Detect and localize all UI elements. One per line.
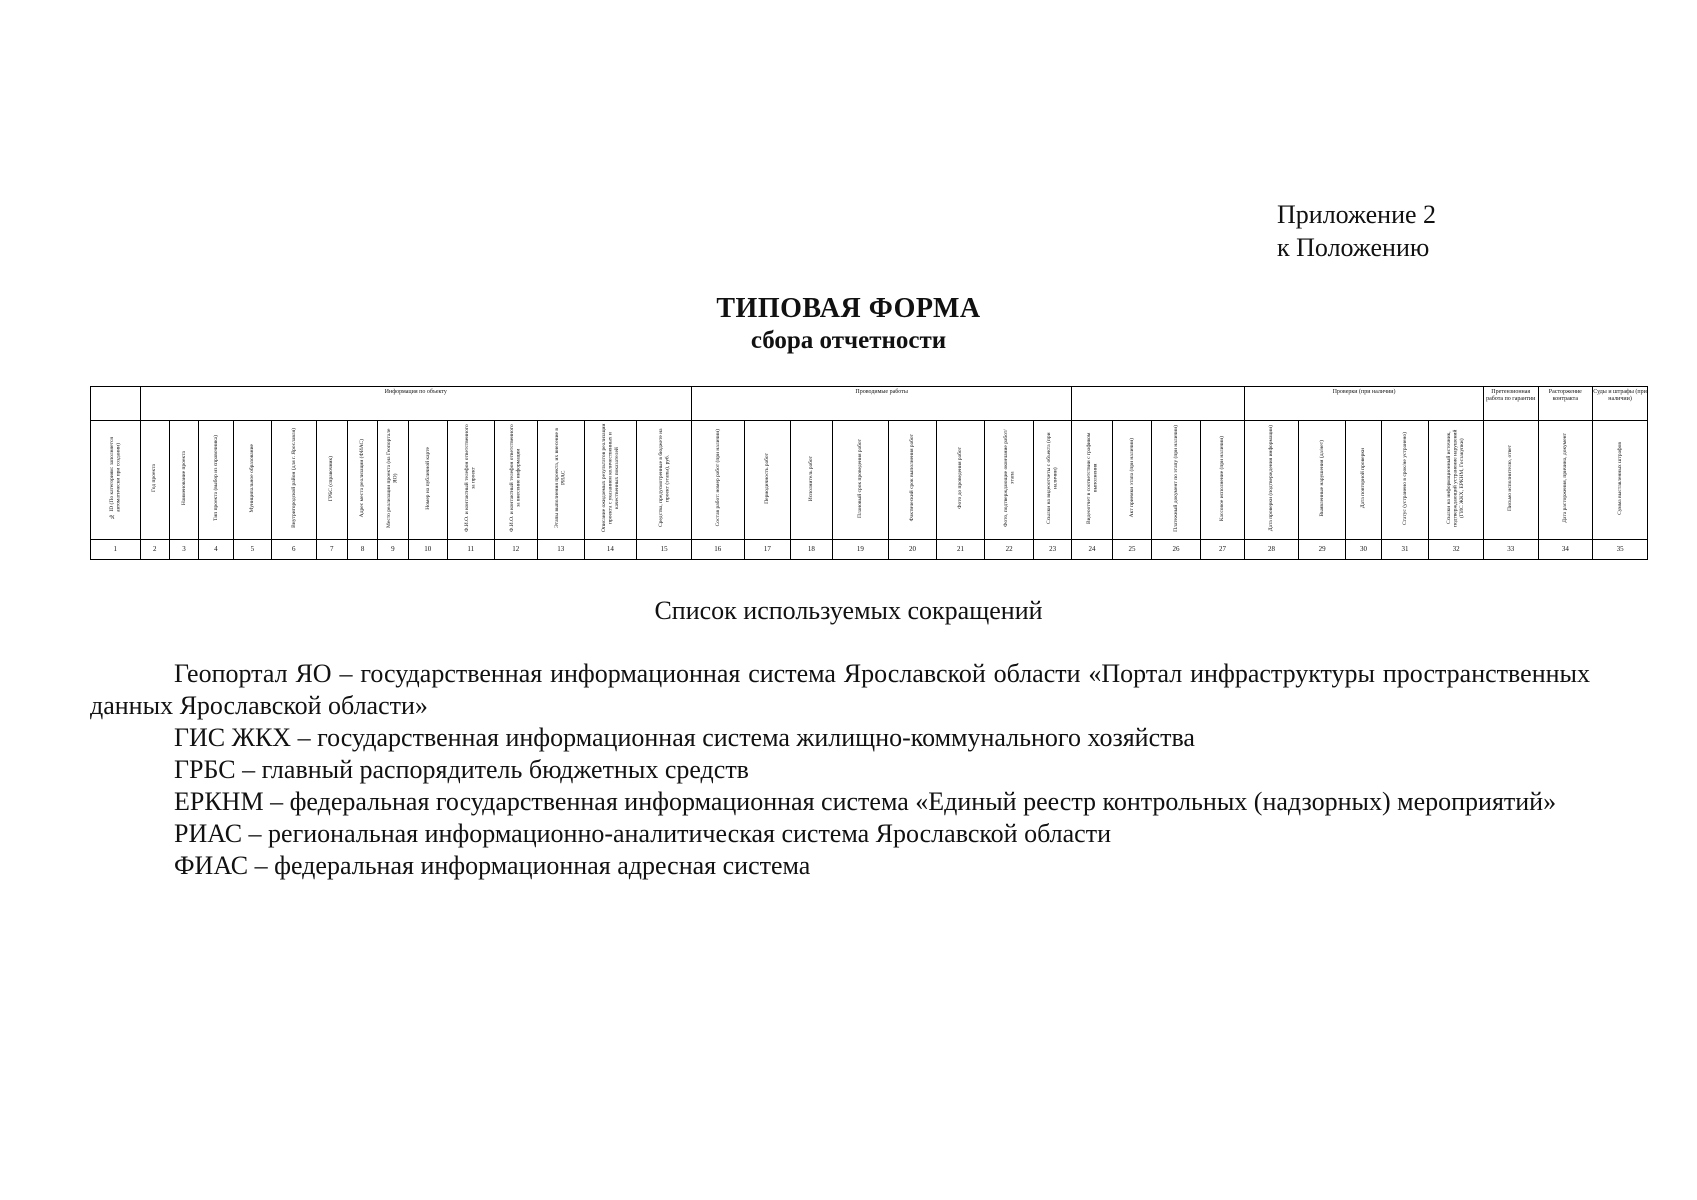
table-column-header xyxy=(691,420,744,539)
appendix-line-1: Приложение 2 xyxy=(1277,200,1437,229)
table-column-header xyxy=(316,420,347,539)
table-column-header xyxy=(889,420,937,539)
table-column-number: 4 xyxy=(199,539,233,560)
column-header-text: Внутригородской район (для г. Ярославля) xyxy=(290,428,297,529)
column-header-text: Сумма выставленных штрафов xyxy=(1616,441,1623,515)
table-column-number: 1 xyxy=(91,539,141,560)
table-column-number: 20 xyxy=(889,539,937,560)
table-column-number: 21 xyxy=(936,539,985,560)
table-column-number: 33 xyxy=(1483,539,1538,560)
column-header-text: Дата проверки (подтверждения информации) xyxy=(1268,425,1275,532)
table-column-number: 24 xyxy=(1072,539,1112,560)
column-header-text: Тип проекта (выбор из справочника) xyxy=(212,435,219,522)
column-header-text: Платежный документ по этапу (при наличии) xyxy=(1172,424,1179,532)
table-column-header xyxy=(347,420,377,539)
table-column-header xyxy=(1429,420,1484,539)
table-column-number: 35 xyxy=(1593,539,1648,560)
table-column-header xyxy=(538,420,585,539)
table-column-number: 22 xyxy=(985,539,1034,560)
column-header-text: Ссылки на видеоотчеты с объекта (при наличии) xyxy=(1046,432,1059,524)
table-column-header xyxy=(448,420,495,539)
table-group-header xyxy=(91,387,141,421)
table-column-number: 26 xyxy=(1152,539,1201,560)
column-header-text: Ф.И.О. и контактный телефон ответственного за проект xyxy=(464,424,477,532)
abbreviation-item: Геопортал ЯО – государственная информационная система Ярославской области «Портал инфраструктуры пространственных данных Ярославской области» xyxy=(90,659,1590,720)
table-column-number: 25 xyxy=(1112,539,1151,560)
appendix-line-2: к Положению xyxy=(1277,233,1430,262)
table-column-header xyxy=(494,420,537,539)
table-column-header xyxy=(985,420,1034,539)
table-column-number: 30 xyxy=(1346,539,1381,560)
abbreviation-item: ЕРКНМ – федеральная государственная информационная система «Единый реестр контрольных (надзорных) мероприятий» xyxy=(174,787,1557,816)
table-column-header xyxy=(169,420,198,539)
abbreviations-title: Список используемых сокращений xyxy=(654,596,1043,625)
table-column-number: 13 xyxy=(538,539,585,560)
column-header-text: Номер на публичной карте xyxy=(424,446,431,510)
abbreviation-item: ГРБС – главный распорядитель бюджетных средств xyxy=(174,755,749,784)
column-header-text: Акт приемки этапа (при наличии) xyxy=(1128,438,1135,518)
abbreviation-item: РИАС – региональная информационно-аналитическая система Ярославской области xyxy=(174,819,1112,848)
column-header-text: Адрес места реализации (ФИАС) xyxy=(359,438,366,518)
table-column-header xyxy=(91,420,141,539)
column-header-text: Ф.И.О. и контактный телефон ответственного за внесение информации xyxy=(509,424,522,532)
table-column-header xyxy=(1200,420,1245,539)
report-form-table xyxy=(90,386,1648,560)
table-column-number: 23 xyxy=(1033,539,1071,560)
table-column-number: 7 xyxy=(316,539,347,560)
table-column-header xyxy=(1152,420,1201,539)
table-column-number: 16 xyxy=(691,539,744,560)
table-group-header: Проводимые работы xyxy=(691,387,1071,421)
table-column-header xyxy=(408,420,447,539)
abbreviation-item: ГИС ЖКХ – государственная информационная система жилищно-коммунального хозяйства xyxy=(174,723,1195,752)
table-group-header: Информация по объекту xyxy=(140,387,691,421)
table-column-header xyxy=(832,420,889,539)
table-column-header xyxy=(1593,420,1648,539)
table-column-header xyxy=(1298,420,1346,539)
column-header-text: Кассовое исполнение (при наличии) xyxy=(1219,435,1226,521)
column-header-text: Ссылки на информационный источник, подтверждающий устранение нарушений (ГИС ЖКХ, ЕРКНМ, Госзакупки) xyxy=(1446,429,1466,527)
table-group-header xyxy=(1072,387,1245,421)
table-column-number: 11 xyxy=(448,539,495,560)
table-column-header xyxy=(140,420,169,539)
column-header-text: Этапы выполнения проекта, их внесение в РИАС xyxy=(554,428,567,529)
column-header-text: Фактический срок выполнения работ xyxy=(909,434,916,522)
table-column-header xyxy=(791,420,832,539)
table-column-header xyxy=(1346,420,1381,539)
column-header-text: Статус (устранено в срок/не устранено) xyxy=(1401,431,1408,525)
title-line-2: сбора отчетности xyxy=(750,327,947,354)
table-group-header: Претензионная работа по гарантии xyxy=(1483,387,1538,421)
column-header-text: Фото, подтверждающие окончание работ/этапа xyxy=(1002,429,1016,528)
table-column-number: 15 xyxy=(637,539,692,560)
table-group-header: Проверки (при наличии) xyxy=(1245,387,1484,421)
column-header-text: Дата расторжения, причина, документ xyxy=(1562,433,1569,523)
table-column-header xyxy=(744,420,791,539)
column-header-text: ГРБС (справочник) xyxy=(328,455,335,501)
table-column-number: 27 xyxy=(1200,539,1245,560)
column-header-text: Муниципальное образование xyxy=(249,443,256,513)
table-column-number: 6 xyxy=(272,539,317,560)
column-header-text: Место реализации проекта (на Геопортале ЯО) xyxy=(386,428,399,528)
table-column-header-row xyxy=(91,420,1648,539)
table-column-header xyxy=(1033,420,1071,539)
table-column-number: 28 xyxy=(1245,539,1299,560)
column-header-text: № ID (По категориям: заполняется автоматически при создании) xyxy=(108,437,122,520)
table-column-header xyxy=(1483,420,1538,539)
table-column-number: 9 xyxy=(378,539,408,560)
table-column-number: 5 xyxy=(233,539,271,560)
table-column-header xyxy=(1112,420,1151,539)
column-header-text: Дата повторной проверки xyxy=(1360,448,1367,509)
abbreviation-item: ФИАС – федеральная информационная адресная система xyxy=(174,851,811,880)
column-header-text: Периодичность работ xyxy=(764,452,771,504)
column-header-text: Описание ожидаемых результатов реализации проекта с указанием количественных и качественных показателей xyxy=(600,423,620,533)
table-column-number: 3 xyxy=(169,539,198,560)
column-header-text: Письмо исполнителю, ответ xyxy=(1507,445,1514,512)
column-header-text: Видеоотчет в соответствии с графиком выполнения xyxy=(1085,432,1098,524)
table-number-row xyxy=(91,539,1648,560)
table-column-header xyxy=(1245,420,1299,539)
column-header-text: Плановый срок проведения работ xyxy=(857,438,864,518)
column-header-text: Выявленные нарушения (да/нет) xyxy=(1318,439,1325,517)
appendix-label xyxy=(1277,198,1436,264)
column-header-text: Исполнитель работ xyxy=(808,455,815,501)
table-column-header xyxy=(584,420,637,539)
table-column-number: 2 xyxy=(140,539,169,560)
table-column-number: 18 xyxy=(791,539,832,560)
table-column-number: 32 xyxy=(1429,539,1484,560)
table-column-header xyxy=(637,420,692,539)
column-header-text: Год проекта xyxy=(151,464,158,493)
table-column-header xyxy=(1072,420,1112,539)
page-title xyxy=(0,292,1697,356)
column-header-text: Средства, предусмотренные в бюджете на проект (этапы), руб. xyxy=(657,428,671,528)
table-column-number: 14 xyxy=(584,539,637,560)
table-column-header xyxy=(199,420,233,539)
table-column-number: 29 xyxy=(1298,539,1346,560)
table-column-header xyxy=(1381,420,1429,539)
table-column-header xyxy=(378,420,408,539)
table-group-header-row xyxy=(91,387,1648,421)
table-column-number: 17 xyxy=(744,539,791,560)
table-column-header xyxy=(233,420,271,539)
column-header-text: Наименование проекта xyxy=(180,451,187,506)
abbreviations-list xyxy=(90,658,1590,882)
table-column-header xyxy=(936,420,985,539)
table-group-header: Расторжение контракта xyxy=(1538,387,1593,421)
table-column-number: 12 xyxy=(494,539,537,560)
table-column-number: 19 xyxy=(832,539,889,560)
table-column-number: 34 xyxy=(1538,539,1593,560)
table-column-number: 31 xyxy=(1381,539,1429,560)
table-column-number: 10 xyxy=(408,539,447,560)
table-group-header: Суды и штрафы (при наличии) xyxy=(1593,387,1648,421)
table-column-header xyxy=(272,420,317,539)
column-header-text: Фото до проведения работ xyxy=(957,447,964,510)
column-header-text: Состав работ: номер работ (при наличии) xyxy=(714,429,721,527)
table-column-header xyxy=(1538,420,1593,539)
title-line-1: ТИПОВАЯ ФОРМА xyxy=(716,293,981,324)
table-column-number: 8 xyxy=(347,539,377,560)
